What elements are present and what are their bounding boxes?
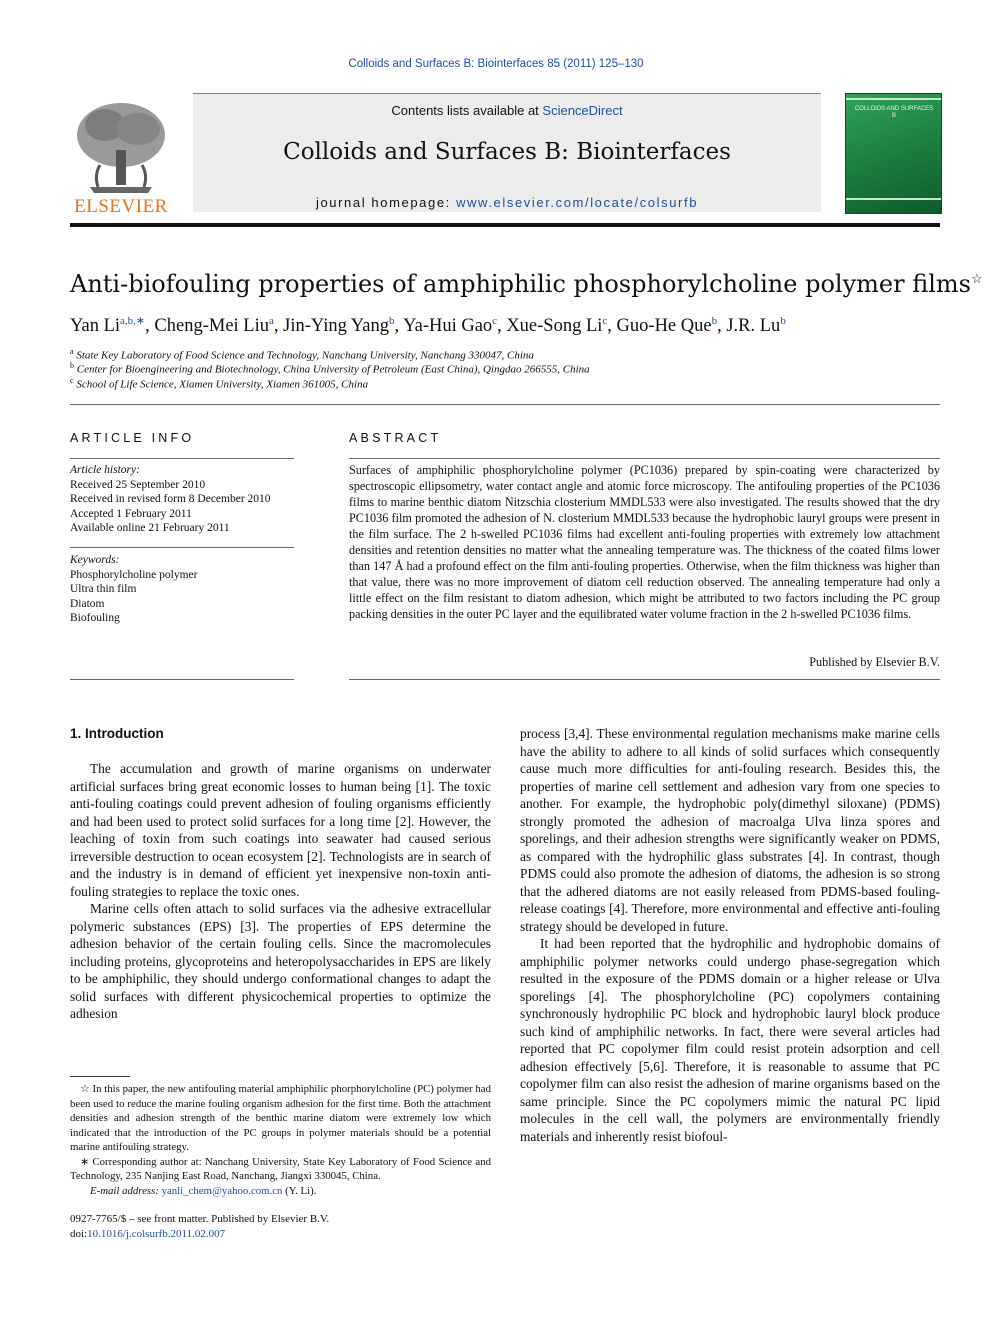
email-link[interactable]: yanli_chem@yahoo.com.cn — [161, 1184, 283, 1197]
author[interactable]: Cheng-Mei Liu — [154, 316, 269, 337]
author-affil-mark[interactable]: a,b,∗ — [120, 315, 146, 327]
header-top-rule — [193, 93, 821, 94]
author-affil-mark[interactable]: c — [602, 315, 608, 327]
keywords — [70, 553, 294, 626]
paragraph: Marine cells often attach to solid surfaces via the adhesive extracellular polymeric substances (EPS) [3]. The properties of EPS determine the adhesion behavior of the certain fouling cells. Since the macromolecules including proteins, glycoproteins and heteropolysaccharides in EPS are likely to be amphiphilic, they should undergo conformational changes to adapt the solid surfaces with different physicochemical properties to optimize the adhesion — [70, 901, 491, 1021]
author-affil-mark[interactable]: b — [780, 315, 786, 327]
issn-line: 0927-7765/$ – see front matter. Published by Elsevier B.V. — [70, 1213, 330, 1225]
article-info-heading: ARTICLE INFO — [70, 431, 195, 445]
keywords-label: Keywords: — [70, 554, 120, 566]
author[interactable]: Xue-Song Li — [506, 316, 603, 337]
cover-stripe — [846, 98, 941, 100]
journal-citation[interactable]: Colloids and Surfaces B: Biointerfaces 85 (2011) 125–130 — [348, 58, 644, 70]
elsevier-wordmark: ELSEVIER — [74, 196, 168, 217]
author-affil-mark[interactable]: a — [268, 315, 274, 327]
journal-homepage — [193, 195, 821, 210]
email-label: E-mail address: — [90, 1184, 159, 1197]
author[interactable]: Jin-Ying Yang — [283, 316, 390, 337]
doi-prefix: doi: — [70, 1228, 88, 1240]
footnote-rule — [70, 1076, 130, 1077]
header-bottom-rule — [70, 223, 940, 227]
footnote-star-mark: ☆ — [80, 1083, 90, 1095]
author-affil-mark[interactable]: b — [389, 315, 395, 327]
author-affil-mark[interactable]: c — [492, 315, 498, 327]
author-affil-mark[interactable]: b — [711, 315, 718, 327]
history-date: Received in revised form 8 December 2010 — [70, 493, 271, 505]
doi-line — [70, 1227, 329, 1242]
author[interactable]: Guo-He Que — [616, 316, 712, 337]
history-date: Received 25 September 2010 — [70, 478, 206, 491]
affiliation — [70, 361, 590, 376]
left-column — [70, 760, 491, 1023]
email-suffix: (Y. Li). — [282, 1184, 317, 1197]
footnote-star — [70, 1082, 491, 1155]
footnote-corr-text: Corresponding author at: Nanchang University, State Key Laboratory of Food Science and Technology, 235 Nanjing East Road, Nanchang, Jiangxi 330045, China. — [70, 1155, 492, 1182]
affiliation — [70, 376, 368, 391]
footnote-corr-mark: ∗ — [80, 1155, 90, 1168]
divider — [70, 404, 940, 405]
front-matter — [70, 1212, 329, 1242]
sciencedirect-link[interactable]: ScienceDirect — [542, 103, 623, 118]
homepage-link[interactable]: www.elsevier.com/locate/colsurfb — [456, 195, 699, 210]
author[interactable]: Ya-Hui Gao — [403, 316, 493, 337]
paper-title — [70, 270, 983, 298]
author[interactable]: J.R. Lu — [726, 316, 781, 337]
title-footnote-mark[interactable]: ☆ — [970, 272, 983, 287]
abstract-heading: ABSTRACT — [349, 431, 442, 445]
divider — [349, 679, 940, 680]
affiliation-mark: a — [70, 347, 74, 356]
journal-title: Colloids and Surfaces B: Biointerfaces — [283, 139, 731, 165]
footnote-star-text: In this paper, the new antifouling material amphiphilic phorphorylcholine (PC) polymer had been used to reduce the marine fouling organism adhesion for the first time. Both the attachment densities and adhesion strength of the benthic marine diatom were extremely low which indicated that the introduction of the PC groups in polymer materials should be a potential marine antifouling strategy. — [70, 1083, 491, 1153]
affiliation-mark: b — [70, 361, 74, 370]
right-column — [520, 725, 940, 1145]
cover-title: COLLOIDS AND SURFACES B — [854, 106, 934, 119]
paragraph: process [3,4]. These environmental regulation mechanisms make marine cells have the ability to adhere to all kinds of solid surfaces which consequently cause much more difficulties for anti-fouling research. Besides this, the properties of marine cell settlement and adhesion vary from one species to another. For example, the hydrophobic poly(dimethyl siloxane) (PDMS) strongly promoted the adhesion of macroalga Ulva linza spores and sporelings, and their adhesion strengths were significantly weaker on PDMS, as compared with the hydrophilic glass substrates [4]. In contrast, though PDMS could also promote the adhesion of diatoms, the adhesion is so strong that the adhered diatoms are not easily released from PDMS-based fouling-release coatings [4]. Therefore, more environmental and effective anti-fouling strategy should be developed in future. — [520, 726, 940, 934]
paragraph: The accumulation and growth of marine organisms on underwater artificial surfaces bring great economic losses to human being [1]. The toxic anti-fouling coatings could prevent adhesion of fouling organisms efficiently and had been used to protect solid surfaces for a long time [2]. However, the leaching of toxin from such coatings into seawater had caused serious irreversible destruction to ocean ecosystem [2]. Technologists are in search of and the industry is in demand of efficient yet inexpensive non-toxin anti-fouling strategies to replace the toxic ones. — [70, 761, 491, 899]
history-date: Available online 21 February 2011 — [70, 522, 230, 534]
affiliation — [70, 347, 534, 362]
affiliation-text: Center for Bioengineering and Biotechnology, China University of Petroleum (East China), Qingdao 266555, China — [76, 363, 590, 376]
author[interactable]: Yan Li — [70, 316, 121, 337]
affiliation-text: School of Life Science, Xiamen University, Xiamen 361005, China — [76, 378, 369, 391]
homepage-prefix: journal homepage: — [315, 195, 457, 210]
keyword: Biofouling — [70, 612, 120, 624]
abstract-publisher: Published by Elsevier B.V. — [809, 655, 940, 669]
doi-link[interactable]: 10.1016/j.colsurfb.2011.02.007 — [87, 1228, 226, 1240]
keyword: Ultra thin film — [70, 583, 137, 595]
article-history — [70, 463, 294, 536]
divider — [70, 679, 294, 680]
contents-prefix: Contents lists available at — [391, 103, 543, 118]
divider — [70, 458, 294, 459]
journal-cover-image — [845, 93, 942, 214]
history-label: Article history: — [70, 464, 140, 476]
paper-title-text: Anti-biofouling properties of amphiphilic phosphorylcholine polymer films — [70, 270, 971, 298]
keyword: Diatom — [70, 597, 105, 610]
paragraph: It had been reported that the hydrophilic and hydrophobic domains of amphiphilic polymer networks could undergo phase-segregation which resulted in the exposure of the PDMS domain or a higher release or Ulva sporelings [4]. The phosphorylcholine (PC) copolymers containing synchronously hydrophilic PC block and hydrophobic lauryl block produce such kind of amphiphilic networks. In fact, there were several articles had reported that PC copolymer film could resist protein adsorption and cell adhesion effectively [5,6]. Therefore, it is reasonable to assume that PC copolymer film can also resist the adhesion of marine organisms based on the same principle. Since the PC copolymers mimic the natural PC lipid molecules in the cell wall, the polymers are environmentally friendly materials and inherently resist biofoul- — [520, 936, 940, 1144]
history-date: Accepted 1 February 2011 — [70, 507, 192, 520]
footnotes — [70, 1082, 491, 1198]
keyword: Phosphorylcholine polymer — [70, 568, 198, 581]
abstract-text: Surfaces of amphiphilic phosphorylcholine polymer (PC1036) prepared by spin-coating were characterized by spectroscopic ellipsometry, water contact angle and atomic force microscopy. The antifouling properties of the PC1036 films to marine benthic diatom Nitzschia closterium MMDL533 were also investigated. The results showed that the dry PC1036 film promoted the adhesion of N. closterium MMDL533 because the hydrophobic lauryl groups were present in the film surface. The 2 h-swelled PC1036 films had excellent anti-fouling properties with extremely low attachment densities and retention densities no matter what the annealing temperature was. The thickness of the coated films lower than 147 Å had a profound effect on the film anti-fouling properties. Otherwise, when the film thickness was higher than that value, there was no more improvement of diatom cell reduction observed. The annealing temperature had only a little effect on the film resistant to diatom adhesion, which might be attributed to two factors including the PC group packing densities in the outer PC layer and the equilibrated water volume fraction in the 2 h-swelled PC1036 films. — [349, 463, 940, 621]
affiliation-mark: c — [70, 376, 74, 385]
footnote-corresponding — [70, 1155, 491, 1184]
author-list: Yan $Li^{a,b,∗}$, Cheng-Mei Liu$^a$, Jin-Ying Yang$^b$, Ya-Hui Gao$^c$, Xue-Song Li$^c$, Guo-He Que$^b$, J.R. Lu$^b$ — [70, 315, 786, 337]
cover-stripe — [846, 198, 941, 200]
section-heading: 1. Introduction — [70, 726, 164, 741]
footnote-email — [70, 1184, 491, 1199]
affiliation-text: State Key Laboratory of Food Science and Technology, Nanchang University, Nanchang 330047, China — [76, 349, 534, 362]
contents-line — [193, 103, 821, 118]
divider — [349, 458, 940, 459]
divider — [70, 547, 294, 548]
